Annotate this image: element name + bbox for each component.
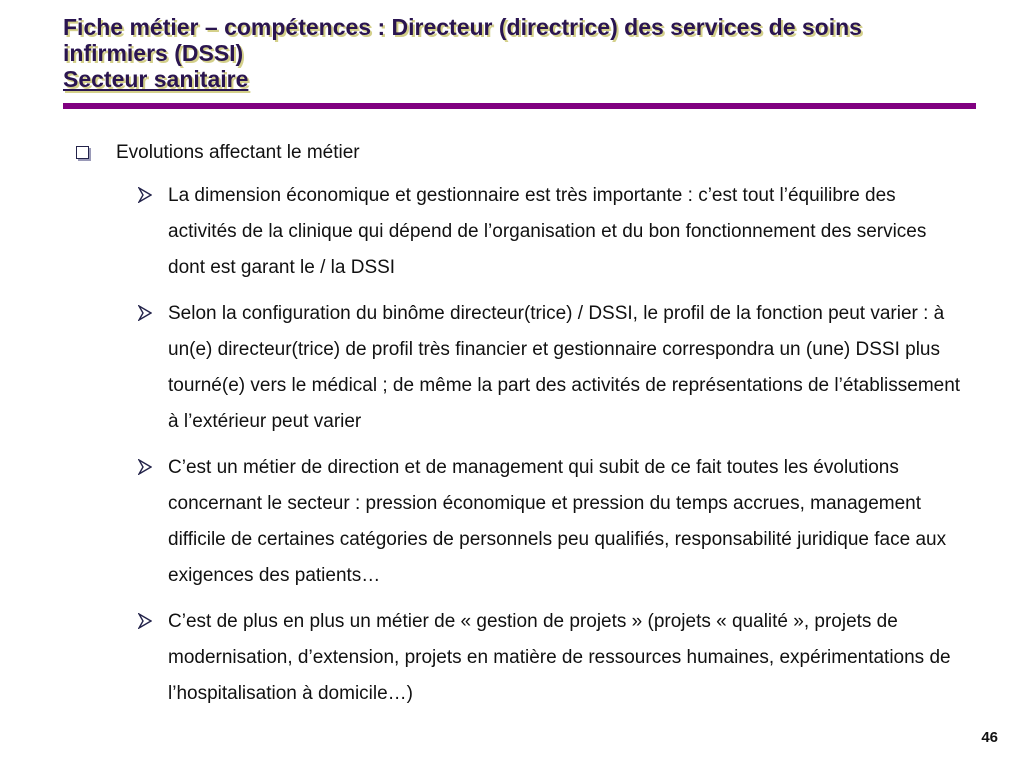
bullet-text: C’est un métier de direction et de management qui subit de ce fait toutes les évolutions concernant le secteur : pression économique et pression du temps accrues, management difficile de certaines catégories de personnels peu qualifiés, responsabilité juridique face aux exigences des patients…	[168, 457, 947, 586]
page-number: 46	[981, 729, 998, 746]
arrow-right-icon	[138, 187, 152, 203]
title-line-2: infirmiers (DSSI)	[63, 40, 244, 66]
title-divider	[63, 103, 976, 109]
arrow-right-icon	[138, 459, 152, 475]
list-item	[72, 296, 964, 440]
bullet-text: C’est de plus en plus un métier de « gestion de projets » (projets « qualité », projets de modernisation, d’extension, projets en matière de ressources humaines, expérimentations de l’hospitalisation à domicile…)	[168, 611, 951, 704]
bullet-text: La dimension économique et gestionnaire est très importante : c’est tout l’équilibre des activités de la clinique qui dépend de l’organisation et du bon fonctionnement des services dont est garant le / la DSSI	[168, 185, 927, 278]
slide-title	[63, 14, 983, 92]
bullet-list	[72, 178, 972, 712]
slide-content	[72, 140, 972, 722]
section-heading: Evolutions affectant le métier	[116, 142, 360, 163]
section-heading-item	[72, 140, 972, 166]
list-item	[72, 178, 964, 286]
checkbox-icon	[76, 146, 89, 159]
bullet-text: Selon la configuration du binôme directeur(trice) / DSSI, le profil de la fonction peut varier : à un(e) directeur(trice) de profil très financier et gestionnaire correspondra un (une) DSSI plus tourné(e) vers le médical ; de même la part des activités de représentations de l’établissement à l’extérieur peut varier	[168, 303, 961, 432]
list-item	[72, 450, 964, 594]
arrow-right-icon	[138, 305, 152, 321]
title-line-1: Fiche métier – compétences : Directeur (directrice) des services de soins	[63, 14, 862, 40]
list-item	[72, 604, 964, 712]
arrow-right-icon	[138, 613, 152, 629]
title-subtitle: Secteur sanitaire	[63, 66, 249, 92]
